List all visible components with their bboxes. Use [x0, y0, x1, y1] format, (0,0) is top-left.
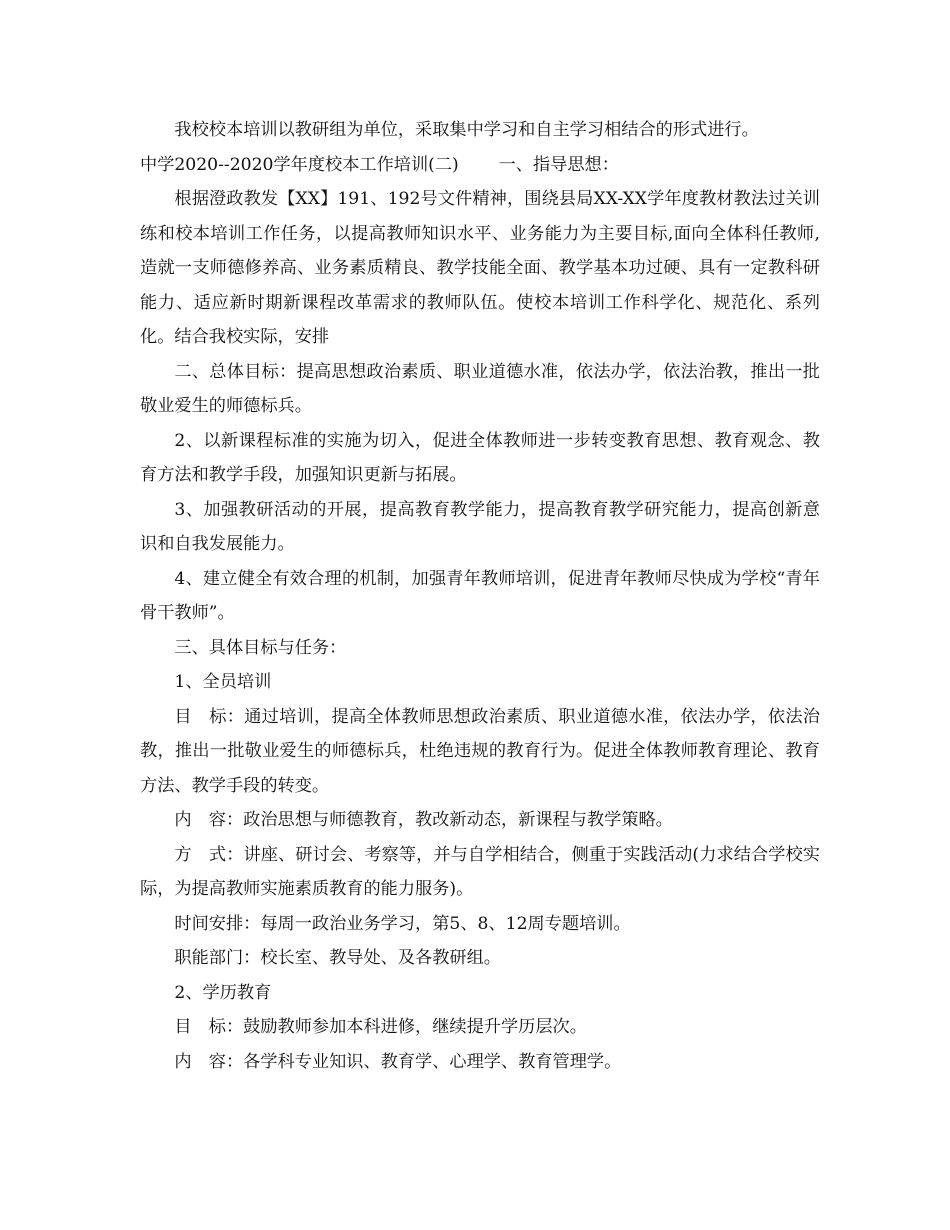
paragraph-intro: 我校校本培训以教研组为单位，采取集中学习和自主学习相结合的形式进行。 [174, 120, 759, 140]
section-heading-specific-goals: 三、具体目标与任务： [174, 637, 347, 658]
paragraph-goal-3: 3、加强教研活动的开展，提高教育教学能力，提高教育教学研究能力，提高创新意识和自我发展能力。 [140, 499, 820, 554]
paragraph-training-schedule: 时间安排：每周一政治业务学习，第5、8、12周专题培训。 [174, 913, 631, 934]
paragraph-degree-content: 内 容：各学科专业知识、教育学、心理学、教育管理学。 [174, 1051, 622, 1072]
paragraph-degree-target: 目 标：鼓励教师参加本科进修，继续提升学历层次。 [174, 1017, 587, 1037]
subheading-full-staff-training: 1、全员培训 [174, 672, 272, 692]
paragraph-training-content: 内 容：政治思想与师德教育，教改新动态，新课程与教学策略。 [174, 810, 673, 830]
paragraph-training-target: 目 标：通过培训，提高全体教师思想政治素质、职业道德水准，依法办学，依法治教，推出一批敬业爱生的师德标兵，杜绝违规的教育行为。促进全体教师教育理论、教育方法、教学手段的转变。 [140, 706, 820, 796]
paragraph-training-department: 职能部门：校长室、教导处、及各教研组。 [174, 948, 501, 968]
document-body [140, 113, 820, 1079]
subheading-degree-education: 2、学历教育 [174, 982, 272, 1003]
paragraph-title-guiding-thought: 中学2020--2020学年度校本工作培训(二) 一、指导思想： [140, 154, 619, 175]
paragraph-guiding-thought: 根据澄政教发【XX】191、192号文件精神，围绕县局XX-XX学年度教材教法过关训练和校本培训工作任务，以提高教师知识水平、业务能力为主要目标,面向全体科任教师,造就一支师德修养高、业务素质精良、教学技能全面、教学基本功过硬、具有一定教科研能力、适应新时期新课程改革需求的教师队伍。使校本培训工作科学化、规范化、系列化。结合我校实际，安排 [140, 189, 820, 347]
paragraph-training-method: 方 式：讲座、研讨会、考察等，并与自学相结合，侧重于实践活动(力求结合学校实际，为提高教师实施素质教育的能力服务)。 [140, 844, 820, 899]
paragraph-goal-2: 2、以新课程标准的实施为切入，促进全体教师进一步转变教育思想、教育观念、教育方法和教学手段，加强知识更新与拓展。 [140, 430, 820, 485]
paragraph-goal-4: 4、建立健全有效合理的机制，加强青年教师培训，促进青年教师尽快成为学校“青年骨干教师”。 [140, 568, 820, 623]
paragraph-overall-goal: 二、总体目标：提高思想政治素质、职业道德水准，依法办学，依法治教，推出一批敬业爱生的师德标兵。 [140, 361, 820, 416]
